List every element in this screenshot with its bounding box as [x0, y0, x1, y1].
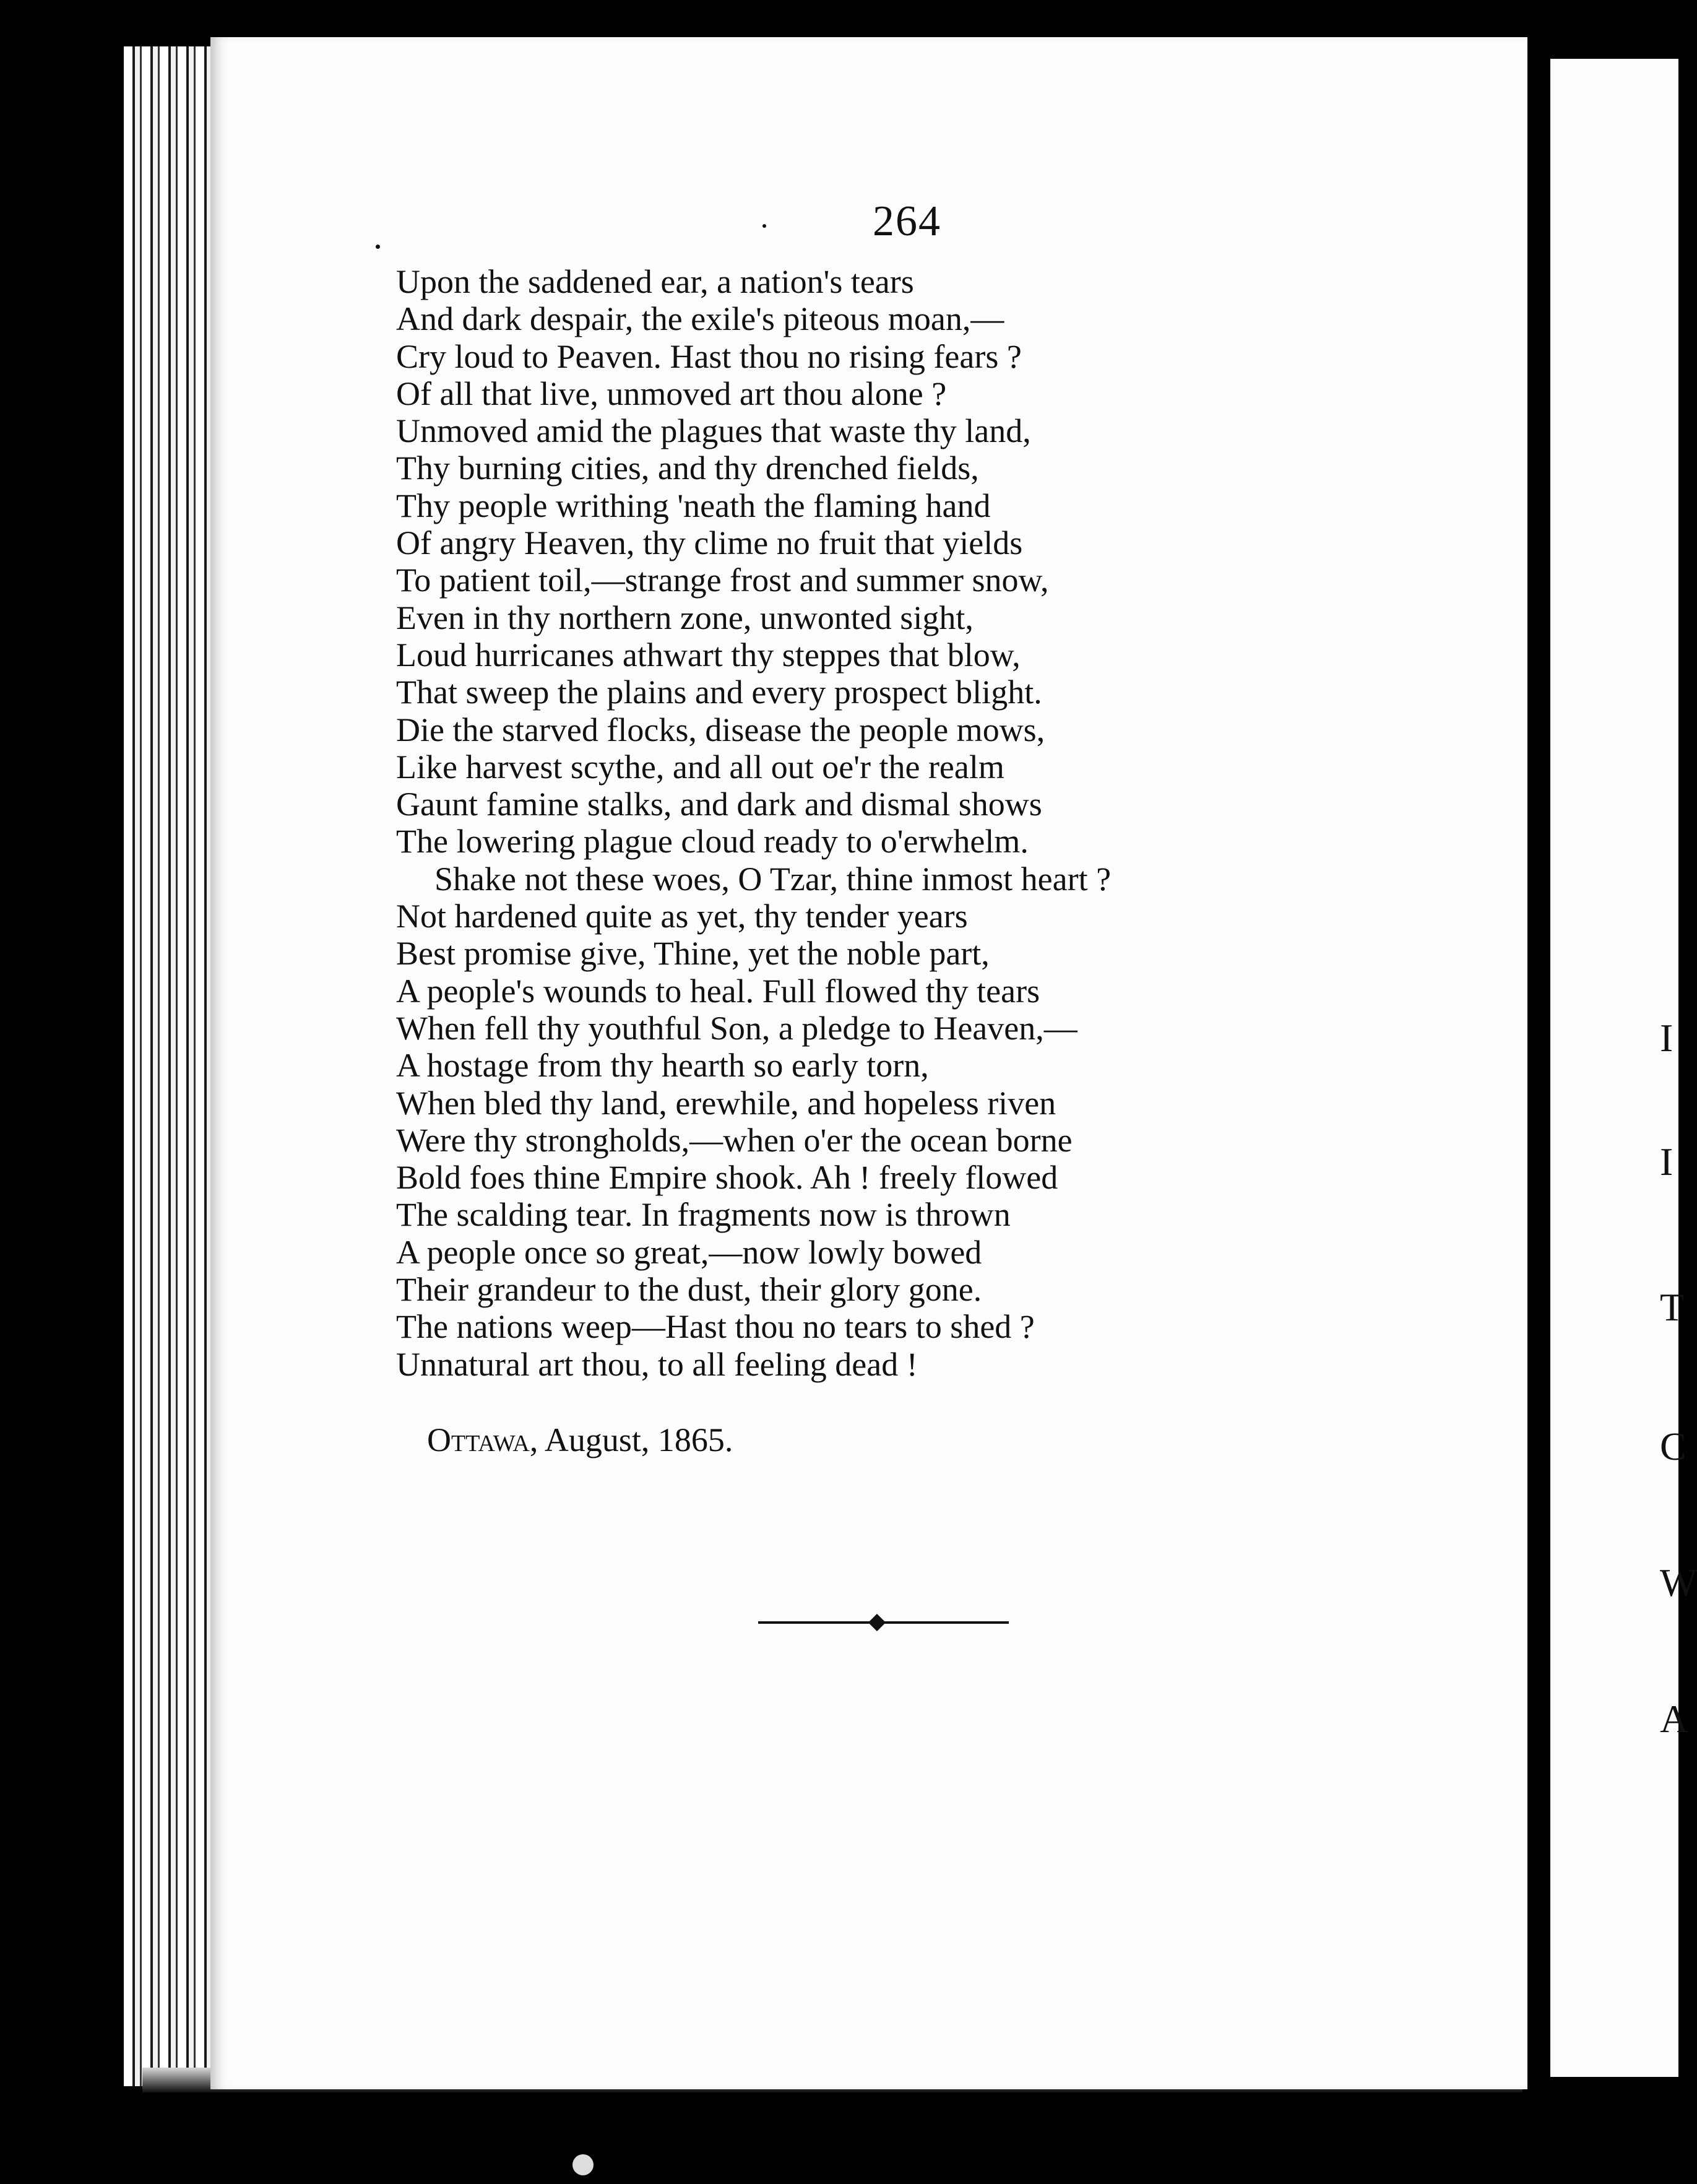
- poem-line: That sweep the plains and every prospect blight.: [396, 674, 1042, 711]
- poem-line: The scalding tear. In fragments now is thrown: [396, 1196, 1011, 1234]
- poem-line: A hostage from thy hearth so early torn,: [396, 1047, 929, 1085]
- poem-line: Like harvest scythe, and all out oe'r the realm: [396, 748, 1004, 786]
- ornament-rule: [758, 1619, 1009, 1625]
- poem-line: A people once so great,—now lowly bowed: [396, 1233, 982, 1271]
- scan-mark: [572, 2154, 594, 2175]
- poem-line: Unmoved amid the plagues that waste thy land,: [396, 412, 1031, 450]
- scan-speck: [762, 224, 766, 228]
- poem-line: And dark despair, the exile's piteous moan,—: [396, 300, 1004, 338]
- dateline: [427, 1421, 733, 1459]
- poem-line: When fell thy youthful Son, a pledge to Heaven,—: [396, 1009, 1077, 1047]
- poem-line: Best promise give, Thine, yet the noble part,: [396, 935, 990, 973]
- poem-line: Gaunt famine stalks, and dark and dismal shows: [396, 786, 1042, 823]
- poem-line: A people's wounds to heal. Full flowed thy tears: [396, 972, 1040, 1010]
- poem-line: When bled thy land, erewhile, and hopeless riven: [396, 1084, 1056, 1122]
- poem-line: Of all that live, unmoved art thou alone ?: [396, 375, 947, 412]
- poem-line: The lowering plague cloud ready to o'erwhelm.: [396, 823, 1029, 860]
- poem-line: Loud hurricanes athwart thy steppes that blow,: [396, 636, 1021, 674]
- facing-page-letter: A: [1660, 1697, 1689, 1741]
- facing-page-letter: W: [1660, 1561, 1697, 1605]
- facing-page-letter: I: [1660, 1140, 1673, 1184]
- facing-page-letter: I: [1660, 1016, 1673, 1060]
- poem-line: Their grandeur to the dust, their glory gone.: [396, 1271, 982, 1309]
- poem-line: To patient toil,—strange frost and summer snow,: [396, 561, 1049, 599]
- page-edges: [124, 46, 217, 2086]
- poem-line: Thy burning cities, and thy drenched fields,: [396, 449, 979, 487]
- poem-line: Shake not these woes, O Tzar, thine inmost heart ?: [434, 860, 1112, 898]
- poem-line: The nations weep—Hast thou no tears to shed ?: [396, 1308, 1035, 1346]
- poem-line: Cry loud to Peaven. Hast thou no rising fears ?: [396, 337, 1022, 375]
- poem-line: Unnatural art thou, to all feeling dead !: [396, 1345, 918, 1383]
- dateline-date: August, 1865.: [544, 1421, 733, 1458]
- facing-page-letter: C: [1660, 1424, 1686, 1468]
- page-number: 264: [873, 197, 941, 245]
- poem-line: Not hardened quite as yet, thy tender years: [396, 898, 968, 935]
- poem-line: Of angry Heaven, thy clime no fruit that yields: [396, 524, 1023, 562]
- facing-page: [1550, 59, 1678, 2077]
- dateline-place: Ottawa,: [427, 1421, 538, 1458]
- poem-line: Even in thy northern zone, unwonted sight,: [396, 599, 974, 636]
- poem-line: Were thy strongholds,—when o'er the ocean borne: [396, 1121, 1073, 1159]
- poem-line: Thy people writhing 'neath the flaming hand: [396, 487, 991, 524]
- facing-page-letter: T: [1660, 1285, 1685, 1329]
- poem-line: Die the starved flocks, disease the people mows,: [396, 711, 1045, 748]
- poem-line: Bold foes thine Empire shook. Ah ! freely flowed: [396, 1159, 1058, 1197]
- scan-speck: [376, 245, 380, 249]
- poem-text: [396, 263, 1300, 1383]
- poem-line: Upon the saddened ear, a nation's tears: [396, 263, 914, 300]
